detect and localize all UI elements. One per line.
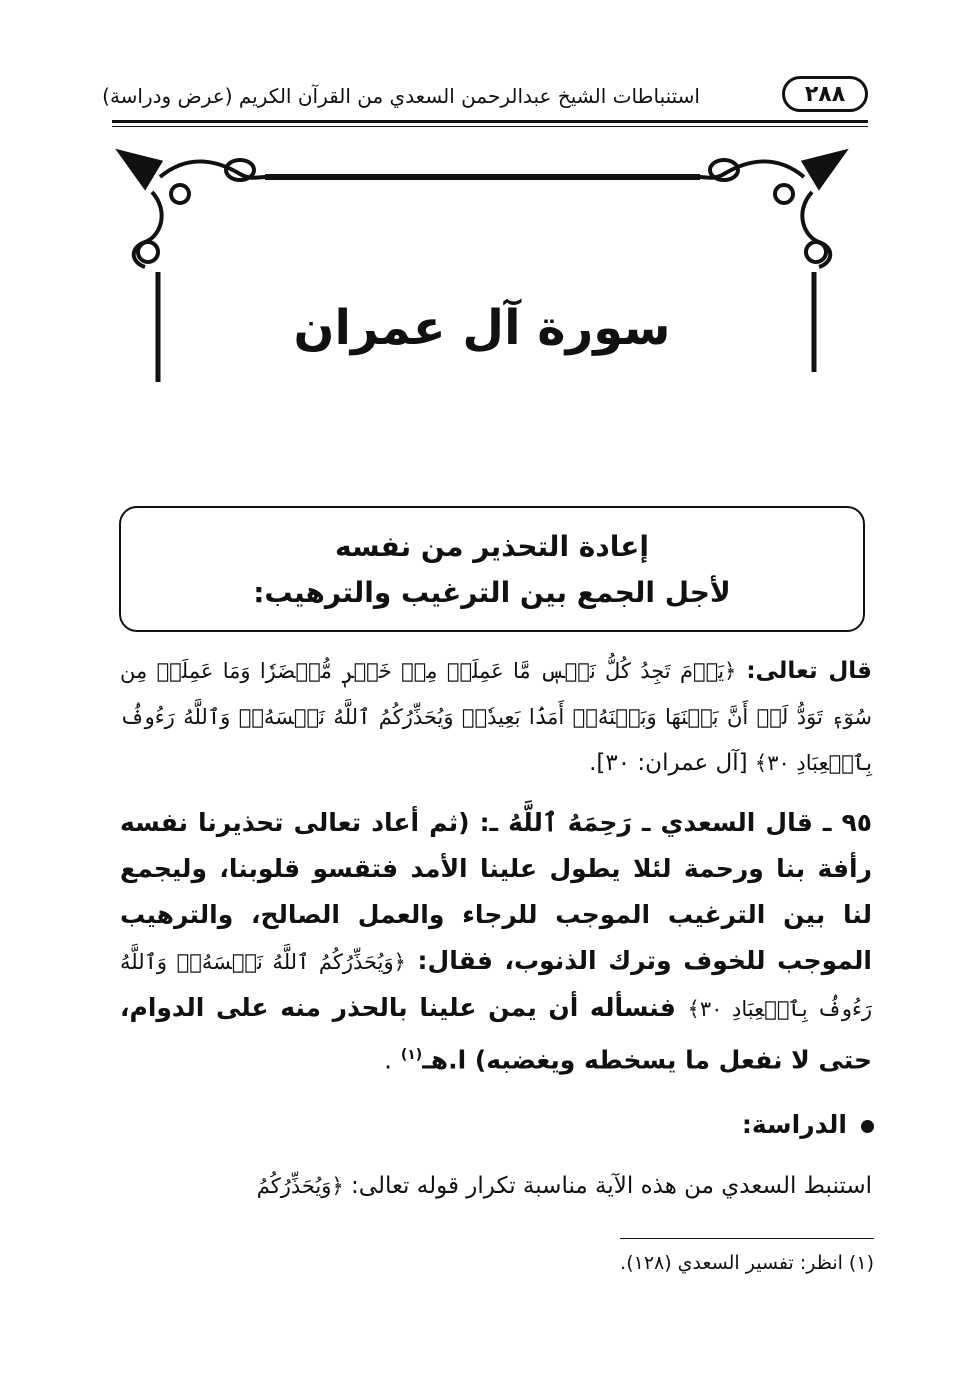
commentary-verse: ﴿وَيُحَذِّرُكُمُ ٱللَّهُ نَفۡسَهُۥۗ وَٱللَّهُ رَءُوفُۢ بِٱلۡعِبَادِ ٣٠﴾	[120, 950, 872, 1021]
study-verse: ﴿وَيُحَذِّرُكُمُ	[256, 1174, 344, 1198]
section-title-box	[119, 506, 865, 632]
study-heading	[500, 1110, 874, 1139]
running-header-title: استنباطات الشيخ عبدالرحمن السعدي من القرآن الكريم (عرض ودراسة)	[102, 84, 700, 108]
commentary-text-1: (ثم أعاد تعالى تحذيرنا نفسه رأفة بنا ورحمة لئلا يطول علينا الأمد فتقسو قلوبنا، وليجمع لنا بين الترغيب الموجب للرجاء والعمل الصالح، والترهيب الموجب للخوف وترك الذنوب، فقال:	[120, 808, 872, 975]
footnote: (١) انظر: تفسير السعدي (١٢٨).	[620, 1252, 874, 1274]
footnote-marker: (١)	[400, 1047, 423, 1063]
section-title-line-1: إعادة التحذير من نفسه	[335, 530, 649, 563]
study-paragraph	[120, 1166, 872, 1206]
commentary-number-source: ٩٥ ـ قال السعدي ـ رَحِمَهُ ٱللَّهُ ـ:	[479, 808, 872, 837]
study-text: استنبط السعدي من هذه الآية مناسبة تكرار قوله تعالى:	[351, 1173, 872, 1199]
commentary-end: .	[384, 1045, 393, 1075]
surah-title: سورة آل عمران	[293, 300, 671, 356]
bullet-icon	[861, 1120, 874, 1133]
section-title-line-2: لأجل الجمع بين الترغيب والترهيب:	[253, 576, 731, 609]
commentary-text-2: فنسأله أن يمن علينا بالحذر منه على الدوام، حتى لا نفعل ما يسخطه ويغضبه) ا.هـ	[120, 993, 872, 1075]
verse-paragraph	[120, 648, 872, 786]
commentary-paragraph	[120, 800, 872, 1083]
verse-reference: [آل عمران: ٣٠].	[589, 750, 748, 776]
verse-intro: قال تعالى:	[746, 658, 872, 684]
header-rule-thick	[112, 120, 868, 123]
study-heading-text: الدراسة:	[741, 1110, 847, 1139]
footnote-rule	[620, 1238, 874, 1239]
page-number: ٢٨٨	[782, 76, 868, 112]
header-rule-thin	[112, 126, 868, 127]
quran-verse: ﴿يَوۡمَ تَجِدُ كُلُّ نَفۡسٖ مَّا عَمِلَتۡ مِنۡ خَيۡرٖ مُّحۡضَرٗا وَمَا عَمِلَتۡ مِن سُوٓءٖ تَوَدُّ لَوۡ أَنَّ بَيۡنَهَا وَبَيۡنَهُۥٓ أَمَدَۢا بَعِيدٗاۗ وَيُحَذِّرُكُمُ ٱللَّهُ نَفۡسَهُۥۗ وَٱللَّهُ رَءُوفُۢ بِٱلۡعِبَادِ ٣٠﴾	[120, 659, 872, 775]
